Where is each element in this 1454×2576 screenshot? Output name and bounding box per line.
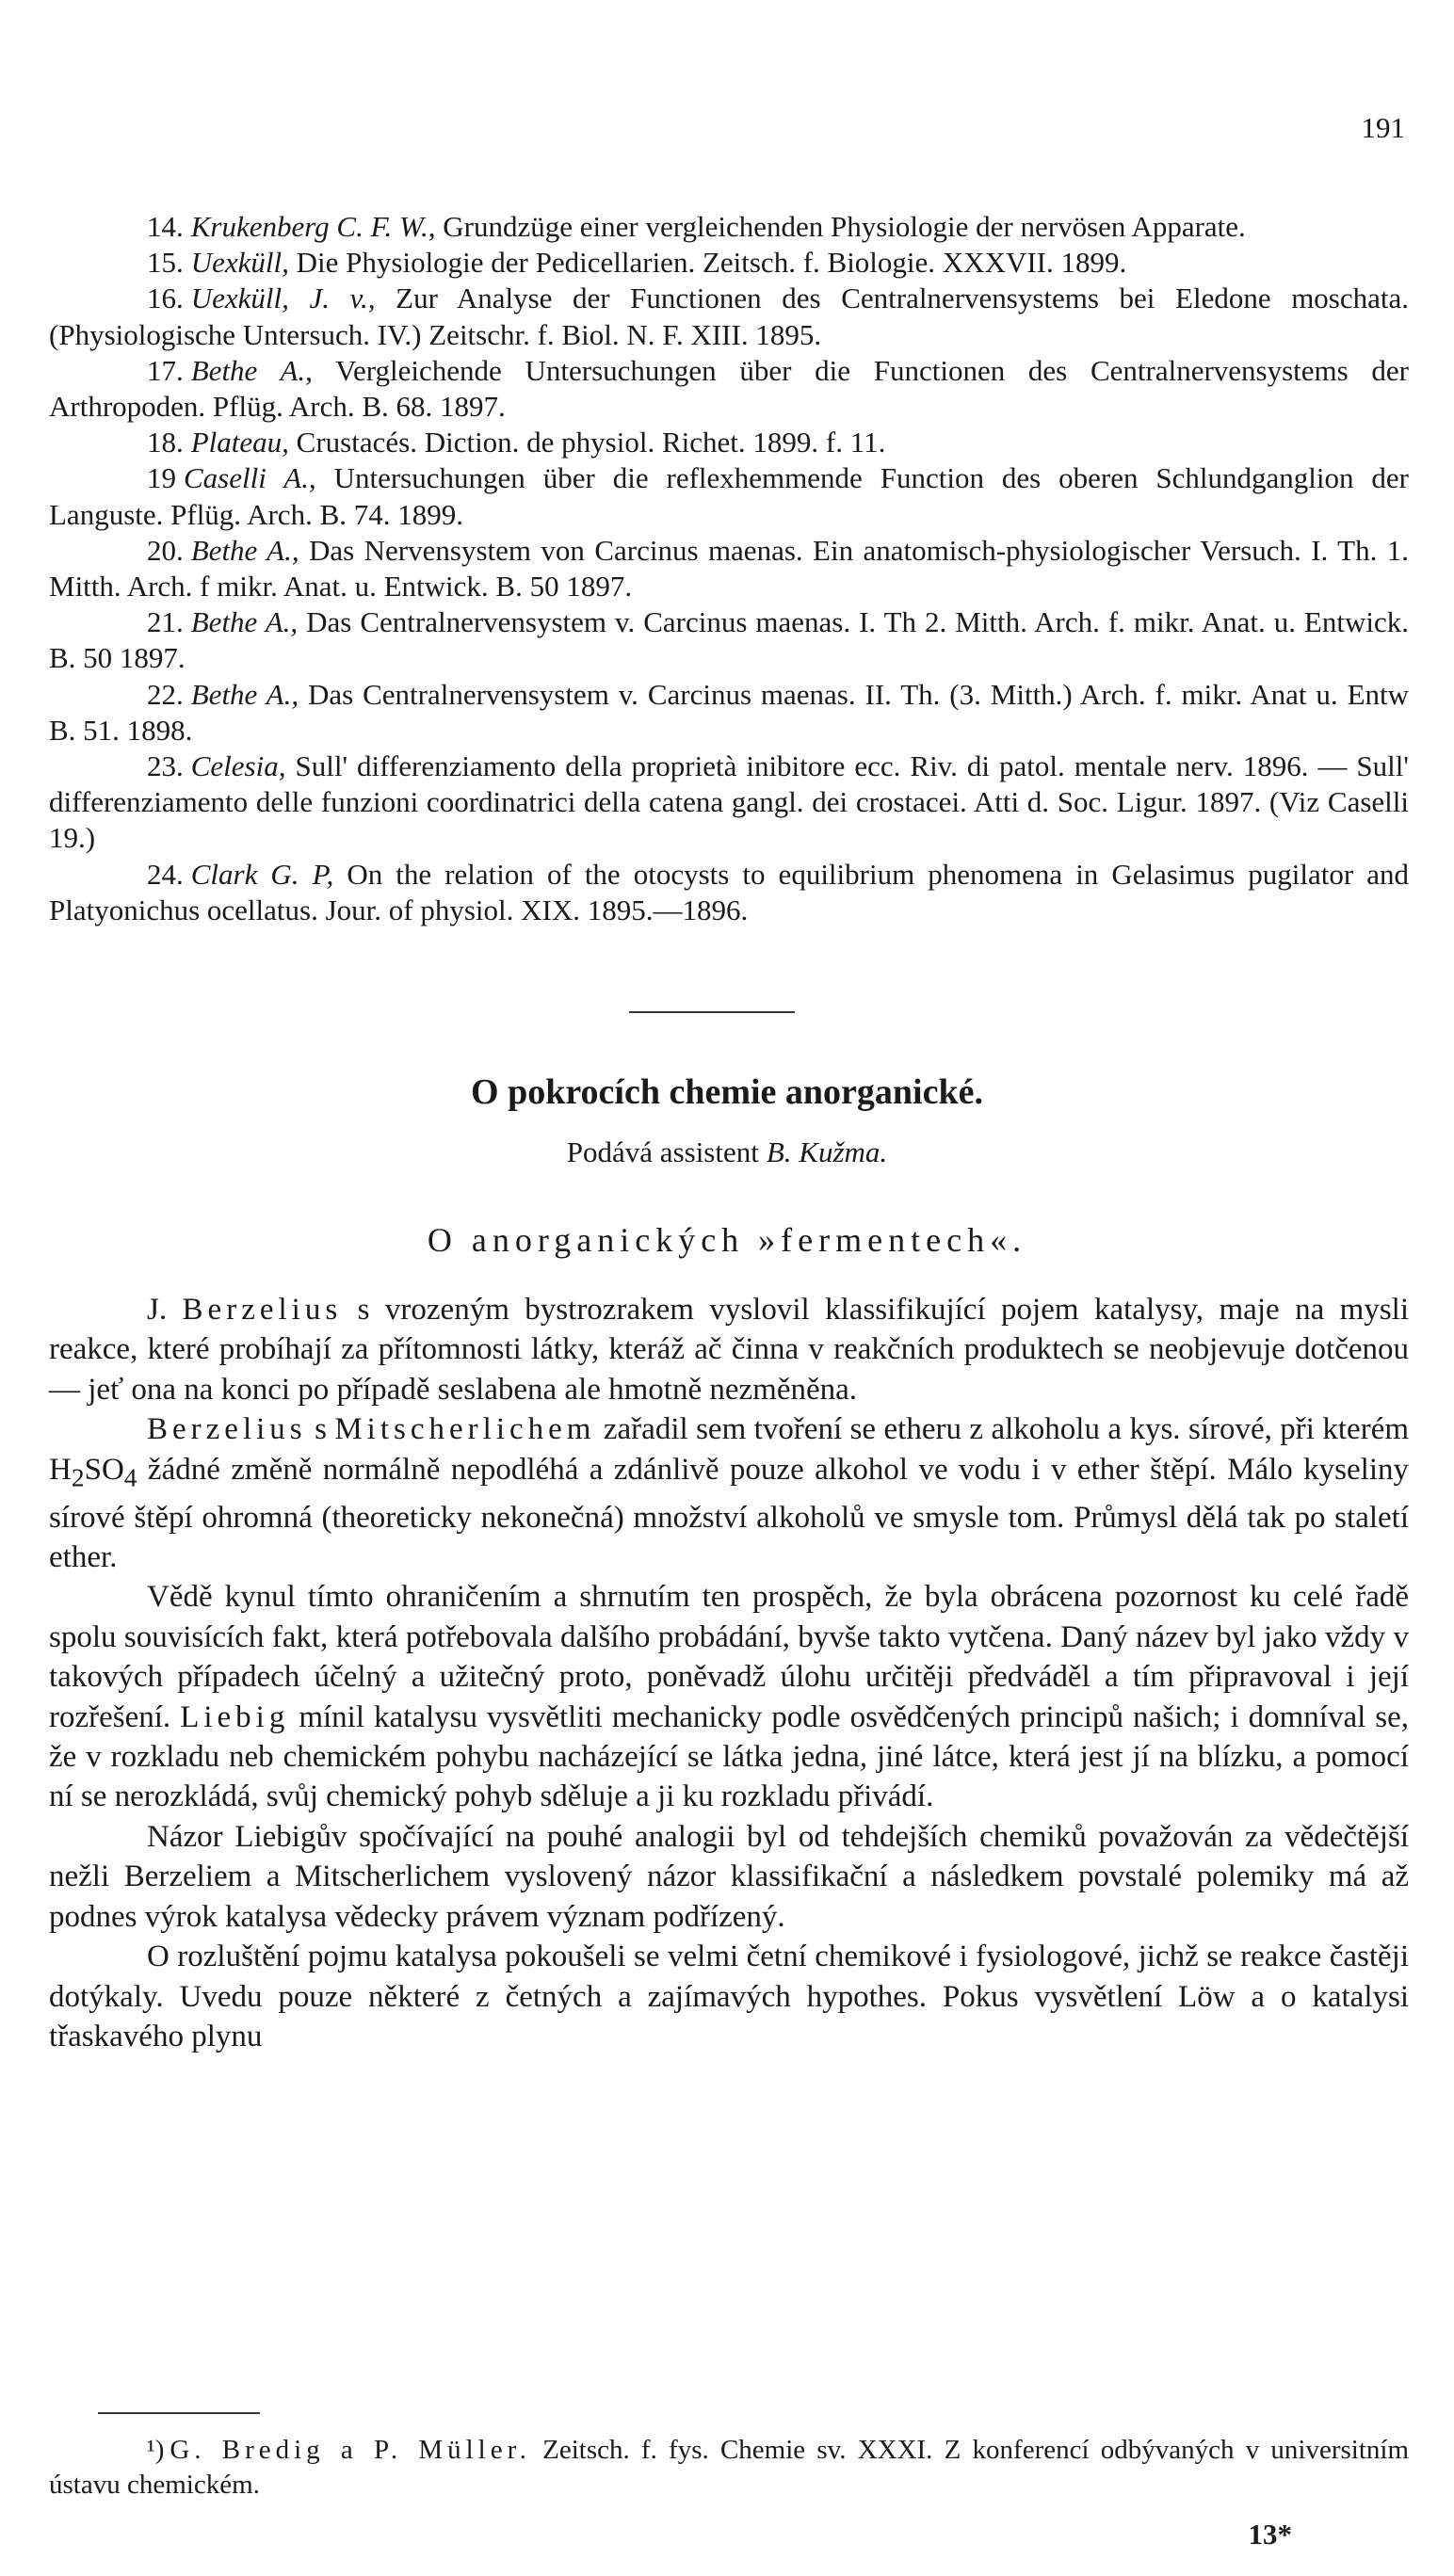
- reference-text: Crustacés. Diction. de physiol. Richet. 1899. f. 11.: [296, 426, 886, 459]
- reference-author: Uexküll,: [190, 246, 289, 280]
- reference-number: 22.: [147, 677, 184, 711]
- reference-number: 20.: [147, 533, 184, 567]
- reference-number: 15.: [147, 246, 184, 280]
- footnote: [49, 2433, 1409, 2503]
- reference-author: Bethe A.,: [190, 677, 299, 711]
- reference-text: Vergleichende Untersuchungen über die Functionen des Centralnervensystems der Arthropoden. Pflüg. Arch. B. 68. 1897.: [49, 353, 1409, 424]
- reference-text: Die Physiologie der Pedicellarien. Zeitsch. f. Biologie. XXXVII. 1899.: [296, 246, 1127, 280]
- formula-part: SO: [84, 1452, 124, 1487]
- byline-prefix: Podává assistent: [566, 1135, 759, 1168]
- reference-item: [49, 425, 1409, 460]
- reference-author: Bethe A.,: [190, 605, 299, 639]
- reference-number: 14.: [147, 210, 184, 243]
- reference-item: [49, 533, 1409, 604]
- reference-author: Uexküll, J. v.,: [190, 282, 376, 315]
- reference-item: [49, 245, 1409, 281]
- reference-text: Das Centralnervensystem v. Carcinus maenas. I. Th 2. Mitth. Arch. f. mikr. Anat. u. Entwick. B. 50 1897.: [49, 605, 1409, 675]
- reference-item: [49, 677, 1409, 749]
- reference-item: [49, 857, 1409, 928]
- reference-author: Plateau,: [190, 426, 289, 459]
- reference-text: Das Centralnervensystem v. Carcinus maenas. II. Th. (3. Mitth.) Arch. f. mikr. Anat u. Entw B. 51. 1898.: [49, 677, 1410, 747]
- footnote-author: G. Bredig a P. Müller.: [170, 2435, 531, 2465]
- reference-author: Krukenberg C. F. W.,: [190, 210, 436, 243]
- reference-list: [49, 209, 1409, 928]
- formula-subscript: 2: [71, 1462, 85, 1492]
- reference-text: Untersuchungen über die reflexhemmende Function des oberen Schlundganglion der Languste. Pflüg. Arch. B. 74. 1899.: [49, 461, 1410, 531]
- section-title: O anorganických »fermentech«.: [427, 1221, 1027, 1259]
- reference-item: [49, 460, 1409, 532]
- reference-author: Bethe A.,: [190, 533, 299, 567]
- signature-mark: 13*: [1248, 2518, 1292, 2551]
- reference-item: [49, 749, 1409, 857]
- footnote-marker: ¹): [147, 2435, 165, 2465]
- reference-author: Celesia,: [190, 749, 286, 783]
- paragraph-text: s vrozeným bystrozrakem vyslovil klassifikující pojem katalysy, maje na mysli reakce, které probíhají za přítomnosti látky, kteráž ač činna v reakčních produktech se neobjevuje dotčenou — jeť ona na konci po případě seslabena ale hmotně nezměněna.: [49, 1293, 1410, 1407]
- reference-number: 21.: [147, 605, 184, 639]
- reference-item: [49, 209, 1409, 245]
- reference-author: Clark G. P,: [190, 857, 334, 891]
- paragraph-text: mínil katalysu vysvětliti mechanicky podle osvědčených principů našich; i domníval se, že v rozkladu neb chemickém pohybu nacházející se látka jedna, jiné látce, která jest jí na blízku, a pomocí ní se nerozkládá, svůj chemický pohyb sděluje a ji ku rozkladu přivádí.: [49, 1699, 1409, 1814]
- reference-number: 19: [147, 461, 176, 495]
- paragraph-text: s: [315, 1412, 327, 1447]
- reference-number: 18.: [147, 426, 184, 459]
- body-paragraph: [49, 1290, 1409, 1409]
- emphasized-name: Berzelius: [147, 1412, 307, 1447]
- reference-text: Zur Analyse der Functionen des Centralnervensystems bei Eledone moschata. (Physiologische Untersuch. IV.) Zeitschr. f. Biol. N. F. XIII. 1895.: [49, 282, 1410, 351]
- byline: [0, 1135, 1454, 1169]
- emphasized-name: Berzelius: [182, 1293, 343, 1327]
- paragraph-text: J.: [147, 1293, 168, 1327]
- reference-number: 23.: [147, 749, 184, 783]
- emphasized-name: Mitscherlichem: [334, 1412, 596, 1447]
- article-body: [49, 1290, 1409, 2056]
- emphasized-name: Liebig: [180, 1699, 290, 1734]
- reference-item: [49, 353, 1409, 425]
- paragraph-text: Vědě kynul tímto ohraničením a shrnutím ten prospěch, že byla obrácena pozornost ku celé řadě spolu souvisících fakt, která potřebovala dalšího probádání, byvše takto vytčena. Daný název byl jako vždy v takových případech účelný a užitečný proto, poněvadž úlohu určitěji předváděl a tím připravoval i její rozřešení.: [49, 1580, 1409, 1734]
- byline-author: B. Kužma.: [766, 1135, 888, 1168]
- reference-number: 24.: [147, 857, 184, 891]
- body-paragraph: [49, 1577, 1409, 1816]
- reference-number: 16.: [147, 282, 184, 315]
- reference-author: Bethe A.,: [190, 353, 313, 387]
- reference-text: Grundzüge einer vergleichenden Physiologie der nervösen Apparate.: [443, 210, 1246, 243]
- section-divider: [629, 1011, 795, 1013]
- reference-text: Sull' differenziamento della proprietà inibitore ecc. Riv. di patol. mentale nerv. 1896. — Sull' differenziamento delle funzioni coordinatrici della catena gangl. dei crostacei. Atti d. Soc. Ligur. 1897. (Viz Caselli 19.): [49, 749, 1409, 855]
- reference-text: Das Nervensystem von Carcinus maenas. Ein anatomisch-physiologischer Versuch. I. Th. 1. Mitth. Arch. f mikr. Anat. u. Entwick. B. 50 1897.: [49, 533, 1409, 604]
- page-number: 191: [1361, 111, 1405, 144]
- footnote-rule: [98, 2412, 260, 2414]
- reference-item: [49, 604, 1409, 676]
- body-paragraph: [49, 1409, 1409, 1577]
- paragraph-text: žádné změně normálně nepodléhá a zdánlivě pouze alkohol ve vodu i v ether štěpí. Málo kyseliny sírové štěpí ohromná (theoreticky nekonečná) množství alkoholů ve smysle tom. Průmysl dělá tak po staletí ether.: [49, 1452, 1410, 1575]
- reference-author: Caselli A.,: [184, 461, 316, 495]
- footnote-text: Zeitsch. f. fys. Chemie sv. XXXI. Z konferencí odbývaných v universitním ústavu chemickém.: [49, 2435, 1409, 2500]
- formula-subscript: 4: [123, 1462, 137, 1492]
- body-paragraph: Názor Liebigův spočívající na pouhé analogii byl od tehdejších chemiků považován za vědečtější nežli Berzeliem a Mitscherlichem vyslovený názor klassifikační a následkem povstalé polemiky má až podnes výrok katalysa vědecky právem význam podřízený.: [49, 1819, 1409, 1934]
- article-title: O pokrocích chemie anorganické.: [471, 1072, 983, 1112]
- reference-text: On the relation of the otocysts to equilibrium phenomena in Gelasimus pugilator and Platyonichus ocellatus. Jour. of physiol. XIX. 1895.—1896.: [49, 857, 1410, 926]
- reference-item: [49, 281, 1409, 352]
- body-paragraph: O rozluštění pojmu katalysa pokoušeli se velmi četní chemikové i fysiologové, jichž se reakce častěji dotýkaly. Uvedu pouze některé z četných a zajímavých hypothes. Pokus vysvětlení Löw a o katalysi třaskavého plynu: [49, 1940, 1409, 2053]
- paragraph-text: zařadil sem tvoření se etheru z alkoholu a kys. sírové, při kterém H: [49, 1412, 1410, 1487]
- reference-number: 17.: [147, 353, 184, 387]
